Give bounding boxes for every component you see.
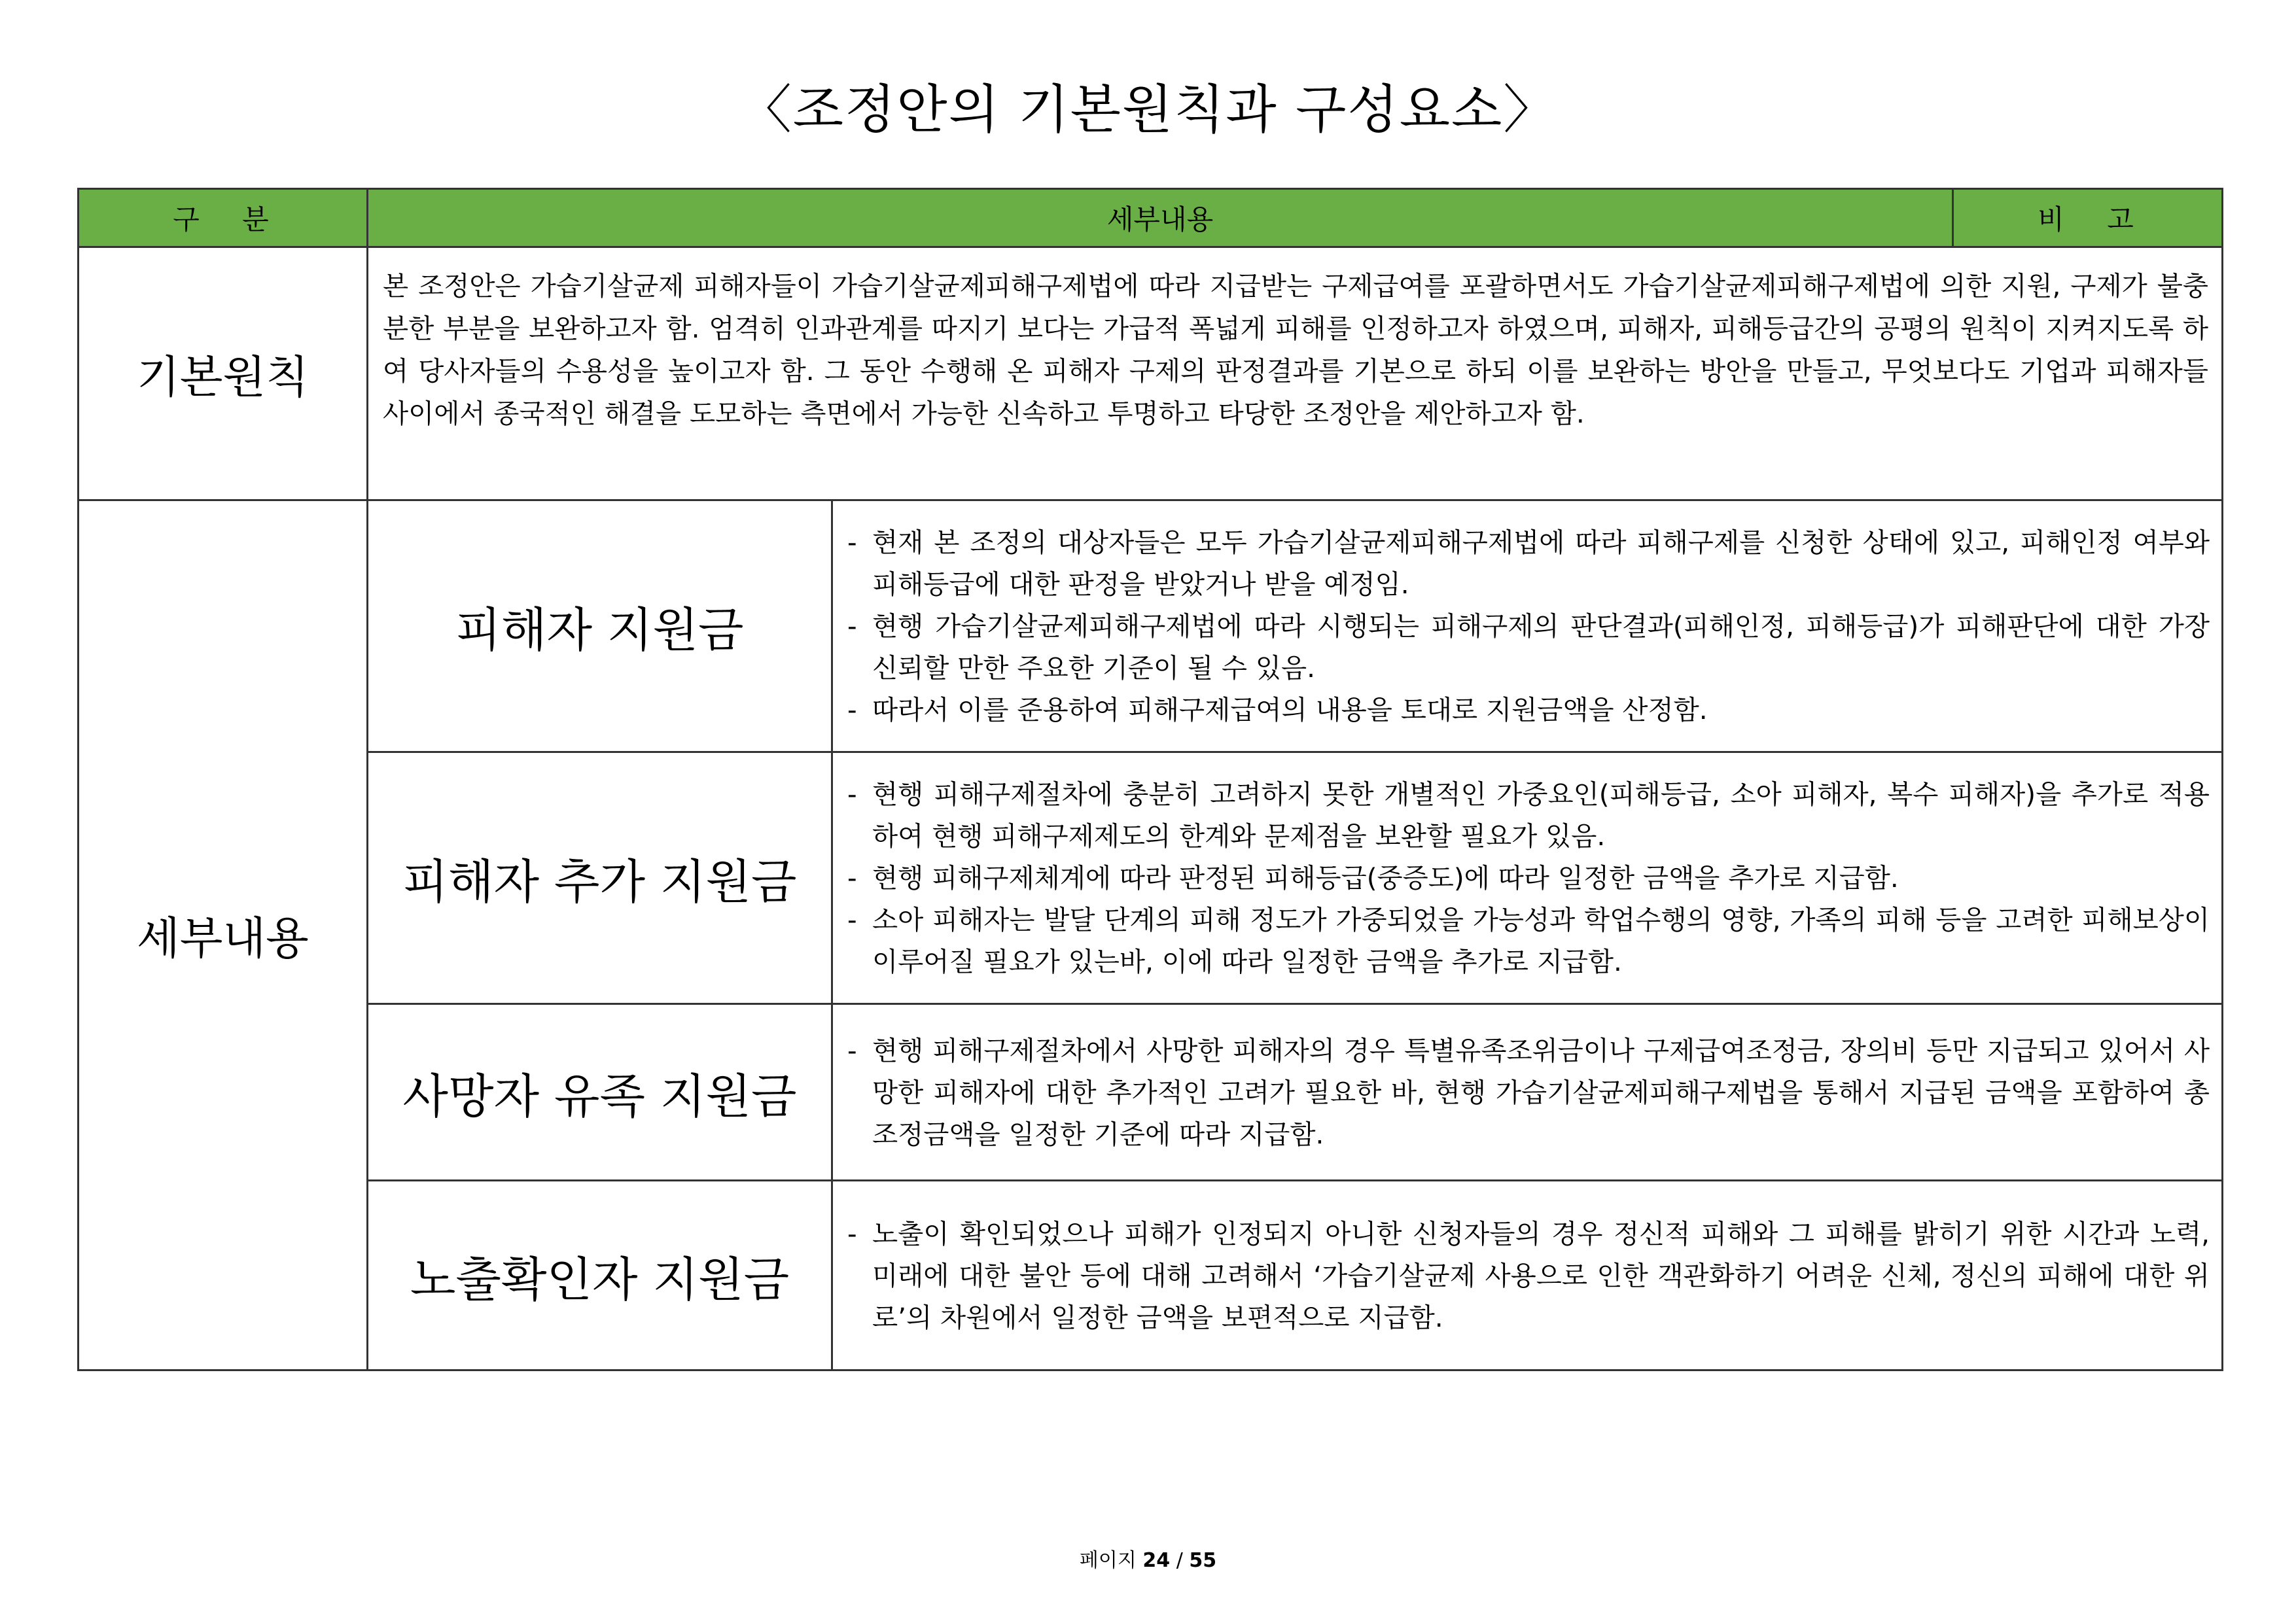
- principle-text: 본 조정안은 가습기살균제 피해자들이 가습기살균제피해구제법에 따라 지급받는 구제급여를 포괄하면서도 가습기살균제피해구제법에 의한 지원, 구제가 불충분한 부분을 보완하고자 함. 엄격히 인과관계를 따지기 보다는 가급적 폭넓게 피해를 인정하고자 하였으며, 피해자, 피해등급간의 공평의 원칙이 지켜지도록 하여 당사자들의 수용성을 높이고자 함. 그 동안 수행해 온 피해자 구제의 판정결과를 기본으로 하되 이를 보완하는 방안을 만들고, 무엇보다도 기업과 피해자들 사이에서 종국적인 해결을 도모하는 측면에서 가능한 신속하고 투명하고 타당한 조정안을 제안하고자 함.: [368, 247, 2223, 500]
- header-category: 구 분: [79, 189, 368, 247]
- list-item: - 노출이 확인되었으나 피해가 인정되지 아니한 신청자들의 경우 정신적 피해와 그 피해를 밝히기 위한 시간과 노력, 미래에 대한 불안 등에 대해 고려해서 ‘가습기살균제 사용으로 인한 객관화하기 어려운 신체, 정신의 피해에 대한 위로’의 차원에서 일정한 금액을 보편적으로 지급함.: [847, 1217, 2210, 1333]
- list-item: - 현행 피해구제절차에서 사망한 피해자의 경우 특별유족조위금이나 구제급여조정금, 장의비 등만 지급되고 있어서 사망한 피해자에 대한 추가적인 고려가 필요한 바, 현행 가습기살균제피해구제법을 통해서 지급된 금액을 포함하여 총 조정금액을 일정한 기준에 따라 지급함.: [847, 1034, 2210, 1150]
- page-separator: /: [1176, 1549, 1183, 1572]
- table-row-detail: [79, 752, 2223, 1004]
- list-item: - 소아 피해자는 발달 단계의 피해 정도가 가중되었을 가능성과 학업수행의 영향, 가족의 피해 등을 고려한 피해보상이 이루어질 필요가 있는바, 이에 따라 일정한 금액을 추가로 지급함.: [847, 904, 2210, 977]
- table-row-principle: [79, 247, 2223, 500]
- list-item: - 현행 가습기살균제피해구제법에 따라 시행되는 피해구제의 판단결과(피해인정, 피해등급)가 피해판단에 대한 가장 신뢰할 만한 주요한 기준이 될 수 있음.: [847, 610, 2210, 684]
- header-details: 세부내용: [368, 189, 1953, 247]
- details-label: 세부내용: [79, 500, 368, 1370]
- list-item: - 현행 피해구제체계에 따라 판정된 피해등급(중증도)에 따라 일정한 금액을 추가로 지급함.: [847, 862, 1899, 894]
- detail-name: 노출확인자 지원금: [368, 1181, 832, 1370]
- page-footer: [0, 1548, 2296, 1574]
- table-row-detail: [79, 1181, 2223, 1370]
- list-item: - 현행 피해구제절차에 충분히 고려하지 못한 개별적인 가중요인(피해등급, 소아 피해자, 복수 피해자)을 추가로 적용하여 현행 피해구제제도의 한계와 문제점을 보완할 필요가 있음.: [847, 778, 2210, 852]
- table-row-detail: [79, 1004, 2223, 1181]
- principle-label: 기본원칙: [79, 247, 368, 500]
- detail-bullets: [832, 500, 2223, 752]
- detail-bullets: [832, 1004, 2223, 1181]
- detail-name: 사망자 유족 지원금: [368, 1004, 832, 1181]
- document-title: 〈조정안의 기본원칙과 구성요소〉: [739, 79, 1557, 140]
- page-number: 24: [1142, 1549, 1171, 1572]
- header-remarks: 비 고: [1953, 189, 2223, 247]
- detail-name: 피해자 추가 지원금: [368, 752, 832, 1004]
- detail-name: 피해자 지원금: [368, 500, 832, 752]
- list-item: - 현재 본 조정의 대상자들은 모두 가습기살균제피해구제법에 따라 피해구제를 신청한 상태에 있고, 피해인정 여부와 피해등급에 대한 판정을 받았거나 받을 예정임.: [847, 527, 2210, 600]
- detail-bullets: [832, 1181, 2223, 1370]
- page-total: 55: [1189, 1549, 1217, 1572]
- page-label: 페이지: [1079, 1549, 1137, 1572]
- table-header-row: [79, 189, 2223, 247]
- list-item: - 따라서 이를 준용하여 피해구제급여의 내용을 토대로 지원금액을 산정함.: [847, 694, 1708, 725]
- table-row-detail: [79, 500, 2223, 752]
- principles-table: [77, 188, 2223, 1371]
- detail-bullets: [832, 752, 2223, 1004]
